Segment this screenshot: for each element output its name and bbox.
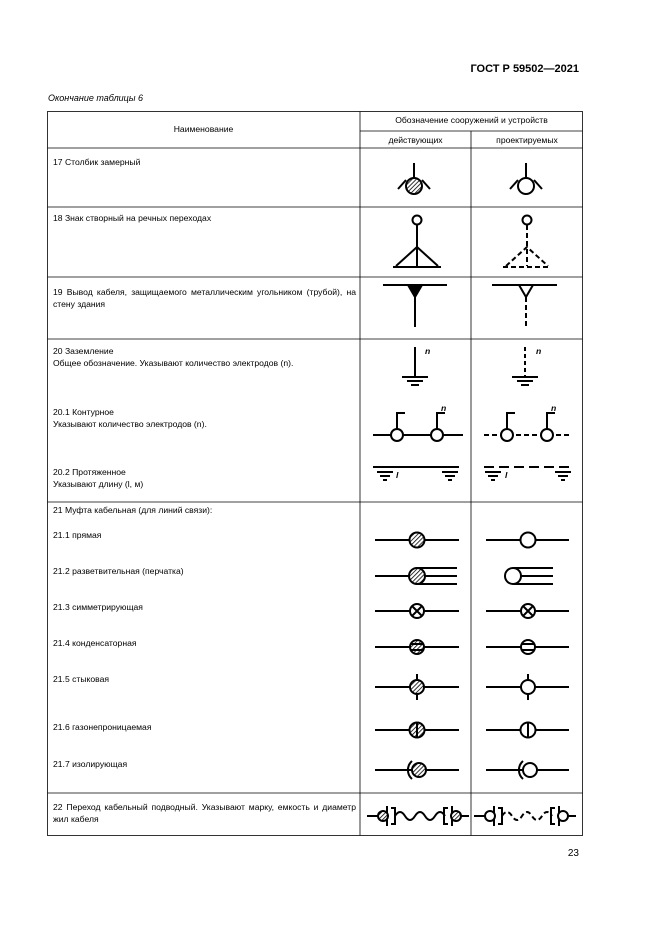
standard-number: ГОСТ Р 59502—2021: [470, 63, 579, 75]
grounding-designed-icon: [512, 347, 538, 385]
row-20-label: 20 Заземление: [53, 346, 114, 356]
header-designed: проектируемых: [496, 135, 558, 145]
row-21-4-label: 21.4 конденсаторная: [53, 638, 137, 648]
row-20-note: Общее обозначение. Указывают количество электродов (n).: [53, 358, 294, 368]
extended-grounding-existing-icon: [373, 467, 459, 480]
row-21-7-label: 21.7 изолирующая: [53, 759, 128, 769]
page-number: 23: [567, 848, 579, 859]
balancing-coupling-designed-icon: [486, 604, 569, 618]
header-existing: действующих: [388, 135, 443, 145]
cable-outlet-designed-icon: [492, 285, 557, 328]
capacitor-coupling-designed-icon: [486, 640, 569, 654]
measuring-post-designed-icon: [510, 163, 542, 194]
alignment-sign-designed-icon: [503, 216, 551, 268]
table-caption: Окончание таблицы 6: [48, 93, 143, 103]
contour-electrode-count-label-existing: n: [441, 403, 447, 413]
butt-coupling-existing-icon: [375, 674, 459, 700]
straight-coupling-designed-icon: [486, 533, 569, 548]
row-21-label: 21 Муфта кабельная (для линий связи):: [53, 505, 213, 515]
row-21-2-label: 21.2 разветвительная (перчатка): [53, 566, 184, 576]
row-20-1-label: 20.1 Контурное: [53, 407, 114, 417]
underwater-crossing-designed-icon: [474, 806, 576, 826]
measuring-post-existing-icon: [398, 163, 430, 194]
row-20-2-note: Указывают длину (l, м): [53, 479, 144, 489]
electrode-count-label-existing: n: [425, 346, 431, 356]
contour-grounding-designed-icon: [484, 413, 572, 441]
electrode-count-label-designed: n: [536, 346, 542, 356]
branch-coupling-existing-icon: [375, 568, 457, 584]
alignment-sign-existing-icon: [393, 216, 441, 268]
length-label-designed: l: [505, 470, 508, 480]
gastight-coupling-designed-icon: [486, 722, 569, 738]
extended-grounding-designed-icon: [484, 467, 572, 480]
capacitor-coupling-existing-icon: [375, 640, 459, 654]
gastight-coupling-existing-icon: [375, 722, 459, 738]
row-22-label: 22 Переход кабельный подводный. Указывают марку, емкость и диаметр жил кабеля: [53, 802, 356, 824]
row-19-label: 19 Вывод кабеля, защищаемого металлическим угольником (трубой), на стену здания: [53, 287, 356, 309]
contour-electrode-count-label-designed: n: [551, 403, 557, 413]
row-20-2-label: 20.2 Протяженное: [53, 467, 126, 477]
contour-grounding-existing-icon: [373, 413, 463, 441]
insulating-coupling-designed-icon: [486, 761, 569, 779]
row-21-5-label: 21.5 стыковая: [53, 674, 110, 684]
butt-coupling-designed-icon: [486, 674, 569, 700]
underwater-crossing-existing-icon: [367, 806, 469, 826]
row-18-label: 18 Знак створный на речных переходах: [53, 213, 212, 223]
row-17-label: 17 Столбик замерный: [53, 157, 141, 167]
row-20-1-note: Указывают количество электродов (n).: [53, 419, 207, 429]
symbols-table: [47, 111, 583, 836]
cable-outlet-existing-icon: [383, 285, 447, 327]
row-21-3-label: 21.3 симметрирующая: [53, 602, 143, 612]
length-label-existing: l: [396, 470, 399, 480]
branch-coupling-designed-icon: [505, 568, 553, 584]
straight-coupling-existing-icon: [375, 533, 459, 548]
insulating-coupling-existing-icon: [375, 761, 459, 779]
row-21-1-label: 21.1 прямая: [53, 530, 102, 540]
header-name: Наименование: [173, 124, 234, 134]
header-group: Обозначение сооружений и устройств: [395, 115, 548, 125]
row-21-6-label: 21.6 газонепроницаемая: [53, 722, 152, 732]
balancing-coupling-existing-icon: [375, 604, 459, 618]
